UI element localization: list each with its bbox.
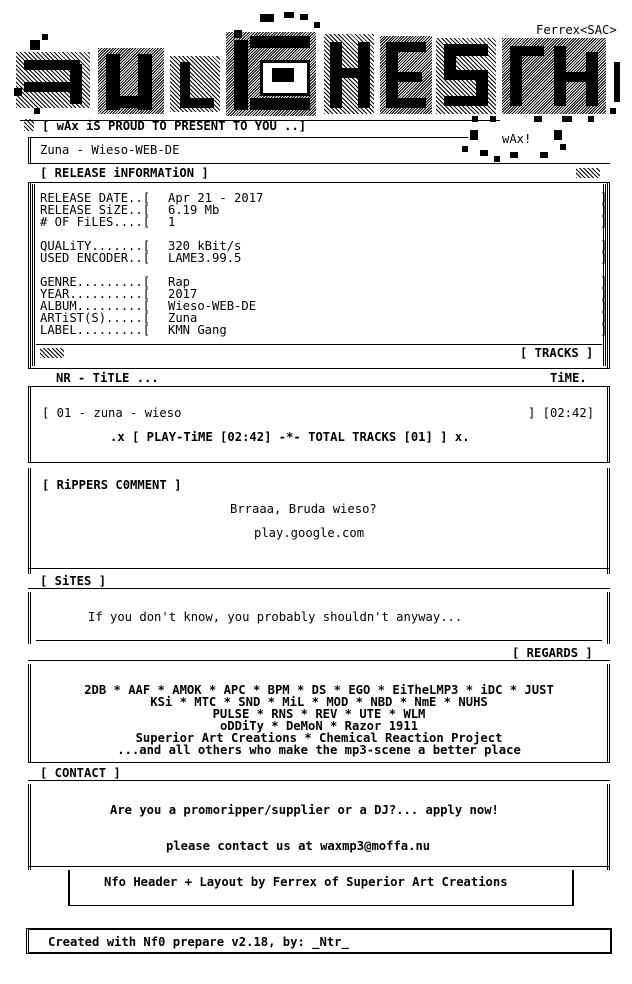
release-title: Zuna - Wieso-WEB-DE: [40, 143, 180, 157]
release-info-bracket: ]: [600, 239, 608, 253]
release-info-value: LAME3.99.5: [168, 251, 242, 265]
release-info-label: # OF FiLES....[: [40, 215, 151, 229]
release-info-value: Zuna: [168, 311, 198, 325]
tracks-column-title: NR - TiTLE ...: [56, 371, 159, 385]
created-with: Created with Nf0 prepare v2.18, by: _Ntr_: [48, 935, 349, 949]
release-info-value: Wieso-WEB-DE: [168, 299, 257, 313]
nfo-credit: Nfo Header + Layout by Ferrex of Superior Art Creations: [104, 875, 508, 889]
release-info-label: LABEL.........[: [40, 323, 151, 337]
tracks-column-time: TiME.: [550, 371, 587, 385]
tracks-box: [28, 386, 610, 462]
track-time: ] [02:42]: [528, 406, 595, 420]
release-info-bracket: ]: [600, 203, 608, 217]
release-info-bracket: ]: [600, 323, 608, 337]
release-info-bracket: ]: [600, 215, 608, 229]
release-info-label: YEAR..........[: [40, 287, 151, 301]
release-info-label: USED ENCODER..[: [40, 251, 151, 265]
rippers-comment-line1: Brraaa, Bruda wieso?: [230, 502, 377, 516]
artist-credit: Ferrex<SAC>: [536, 23, 617, 37]
release-info-value: 1: [168, 215, 176, 229]
contact-heading: [ CONTACT ]: [40, 766, 121, 780]
release-info-value: 320 kBit/s: [168, 239, 242, 253]
release-info-bracket: ]: [600, 311, 608, 325]
section-decor: [40, 348, 64, 358]
release-info-label: GENRE.........[: [40, 275, 151, 289]
present-tagline: [ wAx iS PROUD TO PRESENT TO YOU ..]: [42, 119, 307, 133]
regards-line: KSi * MTC * SND * MiL * MOD * NBD * NmE * NUHS: [150, 695, 488, 709]
ascii-logo: [14, 12, 620, 122]
present-left-mark: [24, 119, 32, 133]
contact-line2: please contact us at waxmp3@moffa.nu: [166, 839, 431, 853]
regards-line: 2DB * AAF * AMOK * APC * BPM * DS * EGO * EiTheLMP3 * iDC * JUST: [84, 683, 554, 697]
section-decor: [576, 168, 600, 178]
release-info-label: ARTiST(S).....[: [40, 311, 151, 325]
regards-line: PULSE * RNS * REV * UTE * WLM: [212, 707, 426, 721]
rippers-comment-line2: play.google.com: [254, 526, 365, 540]
tracks-summary: .x [ PLAY-TiME [02:42] -*- TOTAL TRACKS [01] ] x.: [110, 430, 470, 444]
release-info-value: KMN Gang: [168, 323, 227, 337]
release-info-label: ALBUM.........[: [40, 299, 151, 313]
release-info-bracket: ]: [600, 191, 608, 205]
release-info-bracket: ]: [600, 299, 608, 313]
release-info-value: Apr 21 - 2017: [168, 191, 264, 205]
contact-box: [28, 784, 610, 870]
rippers-comment-heading: [ RiPPERS C0MMENT ]: [42, 478, 182, 492]
regards-line: ...and all others who make the mp3-scene a better place: [117, 743, 521, 757]
track-title: [ 01 - zuna - wieso: [42, 406, 182, 420]
release-info-bracket: ]: [600, 287, 608, 301]
regards-line: Superior Art Creations * Chemical Reaction Project: [135, 731, 503, 745]
sites-heading: [ SiTES ]: [40, 574, 107, 588]
release-info-label: RELEASE DATE..[: [40, 191, 151, 205]
contact-line1: Are you a promoripper/supplier or a DJ?... apply now!: [110, 803, 499, 817]
release-info-bracket: ]: [600, 275, 608, 289]
regards-list: [28, 684, 610, 756]
release-info-value: 6.19 Mb: [168, 203, 220, 217]
release-info-label: QUALiTY.......[: [40, 239, 151, 253]
regards-heading: [ REGARDS ]: [512, 646, 593, 660]
release-info-value: Rap: [168, 275, 191, 289]
sites-text: If you don't know, you probably shouldn't anyway...: [88, 610, 463, 624]
release-info-bracket: ]: [600, 251, 608, 265]
release-info-heading: [ RELEASE iNFORMATiON ]: [40, 166, 209, 180]
tracks-heading: [ TRACKS ]: [520, 346, 594, 360]
regards-line: oDDiTy * DeMoN * Razor 1911: [219, 719, 419, 733]
logo-word: wAx!: [502, 132, 532, 146]
release-info-value: 2017: [168, 287, 198, 301]
release-info-label: RELEASE SiZE..[: [40, 203, 151, 217]
